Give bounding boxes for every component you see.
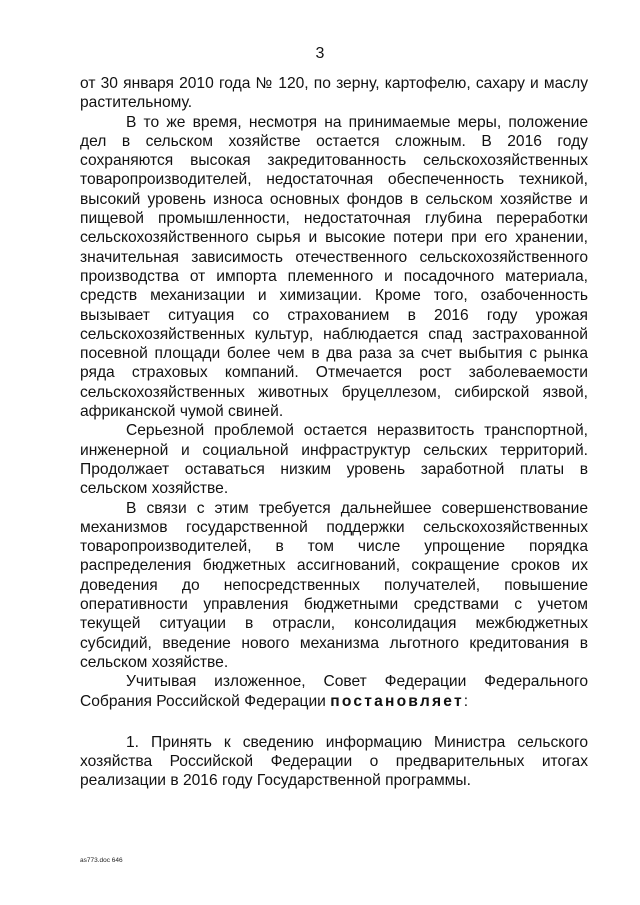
document-body <box>80 74 588 791</box>
paragraph-support-improvement: В связи с этим требуется дальнейшее совершенствование механизмов государственной поддержки сельскохозяйственных товаропроизводителей, в том числе упрощение порядка распределения бюджетных ассигнований, сокращение сроков их доведения до непосредственных получателей, повышение оперативности управления бюджетными средствами с учетом текущей ситуации в отрасли, консолидация межбюджетных субсидий, введение нового механизма льготного кредитования в сельском хозяйстве. <box>80 499 588 671</box>
resolution-item-1: 1. Принять к сведению информацию Министра сельского хозяйства Российской Федерации о предварительных итогах реализации в 2016 году Государственной программы. <box>80 733 588 790</box>
paragraph-infrastructure: Серьезной проблемой остается неразвитость транспортной, инженерной и социальной инфраструктур сельских территорий. Продолжает оставаться низким уровень заработной платы в сельском хозяйстве. <box>80 422 588 498</box>
footer-file-reference: as773.doc 646 <box>80 857 123 864</box>
resolution-keyword: постановляет <box>330 692 464 710</box>
paragraph-continuation: от 30 января 2010 года № 120, по зерну, картофелю, сахару и маслу растительному. <box>80 75 588 112</box>
paragraph-resolution-lead <box>80 672 588 711</box>
resolution-colon: : <box>463 692 469 710</box>
paragraph-gap <box>80 711 588 733</box>
paragraph-situation: В то же время, несмотря на принимаемые меры, положение дел в сельском хозяйстве остается сложным. В 2016 году сохраняются высокая закредитованность сельскохозяйственных товаропроизводителей, недостаточная обеспеченность техникой, высокий уровень износа основных фондов в сельском хозяйстве и пищевой промышленности, недостаточная глубина переработки сельскохозяйственного сырья и высокие потери при его хранении, значительная зависимость отечественного сельскохозяйственного производства от импорта племенного и посадочного материала, средств механизации и химизации. Кроме того, озабоченность вызывает ситуация со страхованием в 2016 году урожая сельскохозяйственных культур, наблюдается спад застрахованной посевной площади более чем в два раза за счет выбытия с рынка ряда страховых компаний. Отмечается рост заболеваемости сельскохозяйственных животных бруцеллезом, сибирской язвой, африканской чумой свиней. <box>80 113 588 421</box>
resolution-lead-text: Учитывая изложенное, Совет Федерации Федерального Собрания Российской Федерации <box>80 673 588 710</box>
page-number: 3 <box>315 45 325 62</box>
